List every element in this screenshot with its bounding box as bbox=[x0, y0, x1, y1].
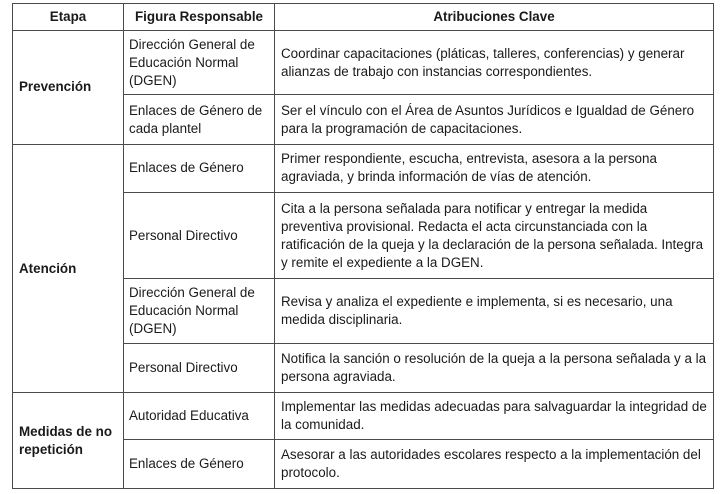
table-row bbox=[13, 144, 714, 192]
header-stage: Etapa bbox=[13, 4, 124, 31]
figure-cell: Enlaces de Género bbox=[124, 440, 275, 489]
duty-cell: Coordinar capacitaciones (pláticas, talleres, conferencias) y generar alianzas de trabajo con instancias correspondientes. bbox=[275, 31, 714, 95]
stage-cell: Atención bbox=[13, 144, 124, 392]
duty-cell: Implementar las medidas adecuadas para salvaguardar la integridad de la comunidad. bbox=[275, 393, 714, 440]
duty-cell: Primer respondiente, escucha, entrevista, asesora a la persona agraviada, y brinda información de vías de atención. bbox=[275, 144, 714, 192]
stage-cell: Medidas de no repetición bbox=[13, 393, 124, 489]
duty-cell: Notifica la sanción o resolución de la queja a la persona señalada y a la persona agraviada. bbox=[275, 344, 714, 393]
figure-cell: Personal Directivo bbox=[124, 192, 275, 279]
stage-cell: Prevención bbox=[13, 31, 124, 145]
duty-cell: Asesorar a las autoridades escolares respecto a la implementación del protocolo. bbox=[275, 440, 714, 489]
header-figure: Figura Responsable bbox=[124, 4, 275, 31]
responsibilities-table bbox=[12, 3, 714, 489]
header-row bbox=[13, 4, 714, 31]
header-duties: Atribuciones Clave bbox=[275, 4, 714, 31]
figure-cell: Dirección General de Educación Normal (DGEN) bbox=[124, 279, 275, 344]
figure-cell: Enlaces de Género bbox=[124, 144, 275, 192]
figure-cell: Dirección General de Educación Normal (DGEN) bbox=[124, 31, 275, 95]
duty-cell: Revisa y analiza el expediente e implementa, si es necesario, una medida disciplinaria. bbox=[275, 279, 714, 344]
table-row bbox=[13, 393, 714, 440]
duty-cell: Cita a la persona señalada para notificar y entregar la medida preventiva provisional. Redacta el acta circunstanciada con la ratificación de la queja y la declaración de la persona señalada. Integra y remite el expediente a la DGEN. bbox=[275, 192, 714, 279]
figure-cell: Autoridad Educativa bbox=[124, 393, 275, 440]
table-row bbox=[13, 31, 714, 95]
duty-cell: Ser el vínculo con el Área de Asuntos Jurídicos e Igualdad de Género para la programación de capacitaciones. bbox=[275, 95, 714, 145]
figure-cell: Personal Directivo bbox=[124, 344, 275, 393]
figure-cell: Enlaces de Género de cada plantel bbox=[124, 95, 275, 145]
